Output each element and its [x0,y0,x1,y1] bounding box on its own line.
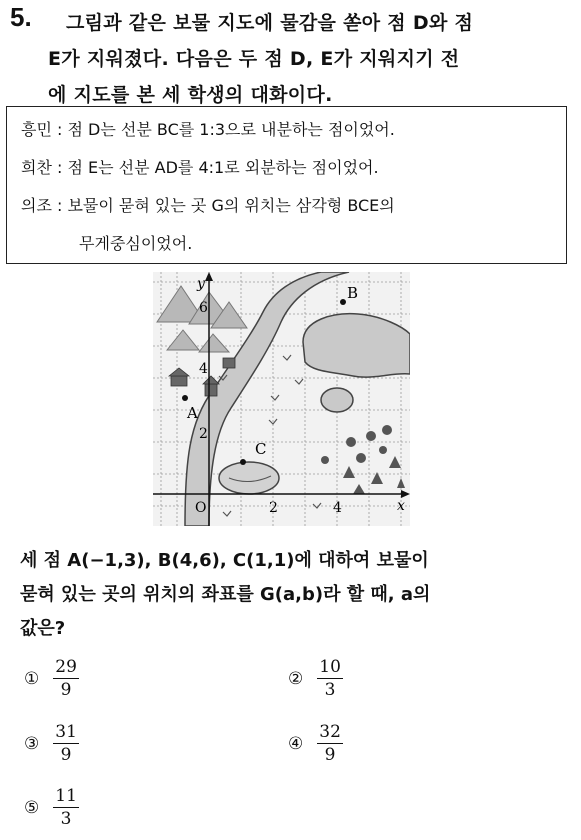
treasure-map [153,272,410,526]
point-a-label: A [187,404,198,422]
dialogue-heechan: 희찬 : 점 E는 선분 AD를 4:1로 외분하는 점이었어. [21,158,379,177]
treasure-map-figure [153,272,410,526]
point-b [340,299,346,305]
choice-2-numerator: 10 [319,657,341,677]
question-text-line-1: 그림과 같은 보물 지도에 물감을 쏟아 점 D와 점 [66,12,474,34]
choice-3-denominator: 9 [60,745,72,765]
lake [303,314,410,377]
choice-4-fraction [317,722,343,766]
x-tick-2: 2 [269,500,278,516]
x-axis-label: x [397,498,405,514]
y-tick-2: 2 [199,426,208,442]
choice-1-fraction [53,657,79,701]
choice-4-mark: ④ [288,734,304,754]
point-b-label: B [347,284,359,302]
pond [219,462,279,494]
island-pond [321,388,353,412]
choice-2-denominator: 3 [324,680,336,700]
question-number: 5. [10,2,32,32]
prompt-line-3: 값은? [20,618,66,639]
choice-1-numerator: 29 [55,657,77,677]
choice-3-mark: ③ [24,734,40,754]
point-a [182,395,188,401]
choice-5-numerator: 11 [55,786,77,806]
dialogue-uijo-cont: 무게중심이었어. [79,234,193,253]
choice-4[interactable] [288,722,343,766]
y-tick-6: 6 [199,300,208,316]
choice-3-numerator: 31 [55,722,77,742]
x-tick-4: 4 [333,500,342,516]
choice-5[interactable] [24,786,79,830]
dialogue-uijo: 의조 : 보물이 묻혀 있는 곳 G의 위치는 삼각형 BCE의 [21,196,395,215]
dialogue-heungmin: 흥민 : 점 D는 선분 BC를 1:3으로 내분하는 점이었어. [21,120,395,139]
question-text-line-2: E가 지워졌다. 다음은 두 점 D, E가 지워지기 전 [48,48,460,70]
choice-5-denominator: 3 [60,809,72,829]
point-c-label: C [255,440,267,458]
origin-label: O [195,500,207,516]
choice-2-fraction [317,657,343,701]
choice-2-mark: ② [288,669,304,689]
dialogue-box [6,106,567,264]
choice-4-denominator: 9 [324,745,336,765]
y-tick-4: 4 [199,361,208,377]
choice-1-mark: ① [24,669,40,689]
choice-5-fraction [53,786,79,830]
point-c [240,459,246,465]
choice-1[interactable] [24,657,79,701]
question-text-line-3: 에 지도를 본 세 학생의 대화이다. [48,84,333,106]
choice-5-mark: ⑤ [24,798,40,818]
choice-2[interactable] [288,657,343,701]
choice-1-denominator: 9 [60,680,72,700]
choice-4-numerator: 32 [319,722,341,742]
prompt-line-1: 세 점 A(−1,3), B(4,6), C(1,1)에 대하여 보물이 [20,550,429,571]
prompt-line-2: 묻혀 있는 곳의 위치의 좌표를 G(a,b)라 할 때, a의 [20,584,431,605]
choice-3-fraction [53,722,79,766]
choice-3[interactable] [24,722,79,766]
y-axis-label: y [197,276,205,292]
